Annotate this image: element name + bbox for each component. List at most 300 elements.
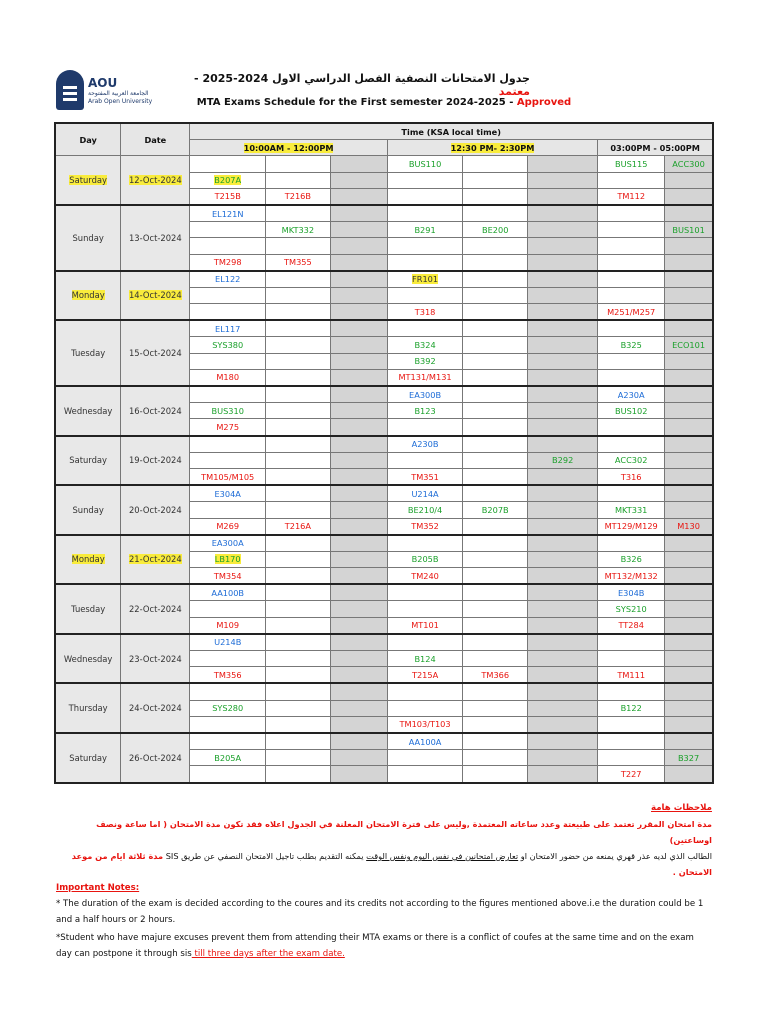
course-code: B291	[414, 224, 436, 235]
course-cell	[528, 584, 598, 601]
course-cell	[598, 568, 665, 585]
course-cell	[463, 750, 528, 766]
day-label: Saturday	[69, 455, 108, 466]
course-cell	[190, 733, 266, 750]
course-code: B122	[620, 703, 642, 714]
course-code: M130	[677, 521, 700, 532]
course-cell	[190, 617, 266, 634]
course-cell	[463, 320, 528, 337]
course-cell	[665, 419, 713, 436]
course-cell	[598, 386, 665, 403]
course-code: MT129/M129	[604, 521, 658, 532]
course-code: TM354	[213, 570, 242, 581]
course-code: BUS115	[614, 158, 648, 169]
course-code: EL122	[215, 274, 241, 285]
course-cell	[330, 551, 387, 567]
course-cell	[665, 502, 713, 518]
course-cell	[528, 683, 598, 700]
course-cell	[598, 369, 665, 386]
course-cell	[665, 651, 713, 667]
course-cell	[528, 700, 598, 716]
course-cell	[190, 766, 266, 783]
course-cell	[266, 172, 331, 188]
course-code: B124	[414, 653, 436, 664]
date-label: 21-Oct-2024	[128, 554, 182, 565]
course-code: TM298	[213, 257, 242, 268]
course-cell	[598, 337, 665, 353]
day-cell	[55, 535, 121, 585]
course-cell	[330, 700, 387, 716]
date-cell	[121, 205, 190, 271]
course-code: SYS210	[615, 604, 647, 615]
course-cell	[190, 700, 266, 716]
notes-arabic-heading: ملاحظات هامة	[651, 803, 712, 813]
course-cell	[598, 436, 665, 453]
course-cell	[190, 172, 266, 188]
course-cell	[528, 172, 598, 188]
course-cell	[330, 205, 387, 222]
day-label: Wednesday	[63, 653, 113, 664]
course-cell	[598, 238, 665, 254]
course-cell	[463, 222, 528, 238]
course-cell	[387, 468, 463, 485]
course-cell	[463, 502, 528, 518]
course-cell	[528, 667, 598, 684]
course-cell	[528, 156, 598, 172]
date-cell	[121, 320, 190, 386]
day-cell	[55, 584, 121, 634]
day-label: Sunday	[72, 232, 104, 243]
course-cell	[463, 386, 528, 403]
course-cell	[266, 601, 331, 617]
table-row	[55, 584, 713, 601]
course-code: B205A	[214, 752, 242, 763]
day-cell	[55, 485, 121, 535]
course-code: TM356	[213, 669, 242, 680]
course-cell	[463, 766, 528, 783]
date-cell	[121, 485, 190, 535]
course-cell	[330, 502, 387, 518]
course-code: M251/M257	[607, 306, 656, 317]
course-cell	[387, 568, 463, 585]
notes-arabic-line2d: مدة ثلاثة ايام من موعد الامتحان .	[71, 851, 712, 877]
course-cell	[387, 766, 463, 783]
course-cell	[528, 271, 598, 288]
course-cell	[598, 683, 665, 700]
course-code: M180	[216, 372, 240, 383]
course-cell	[665, 353, 713, 369]
course-code: B324	[414, 340, 436, 351]
course-cell	[598, 651, 665, 667]
date-cell	[121, 683, 190, 733]
course-cell	[330, 172, 387, 188]
day-label: Wednesday	[63, 405, 113, 416]
course-cell	[528, 518, 598, 535]
course-cell	[266, 188, 331, 205]
date-cell	[121, 386, 190, 436]
course-cell	[266, 700, 331, 716]
course-cell	[598, 287, 665, 303]
course-cell	[463, 733, 528, 750]
course-cell	[387, 172, 463, 188]
date-label: 22-Oct-2024	[128, 604, 182, 615]
day-cell	[55, 683, 121, 733]
course-code: A230A	[617, 389, 645, 400]
course-cell	[665, 617, 713, 634]
notes-arabic-line2a: الطالب الذي لديه عذر قهري يمنعه من حضور الامتحان او	[520, 851, 712, 861]
course-cell	[665, 188, 713, 205]
day-label: Thursday	[68, 703, 108, 714]
course-cell	[266, 634, 331, 651]
course-code: BUS101	[672, 224, 705, 235]
course-cell	[330, 222, 387, 238]
course-cell	[528, 485, 598, 502]
course-cell	[463, 584, 528, 601]
course-cell	[330, 337, 387, 353]
course-cell	[387, 584, 463, 601]
course-cell	[665, 750, 713, 766]
table-row	[55, 436, 713, 453]
logo-arabic-name: الجامعة العربية المفتوحة	[88, 90, 149, 97]
course-cell	[190, 287, 266, 303]
course-code: M269	[216, 521, 240, 532]
course-cell	[463, 337, 528, 353]
date-cell	[121, 584, 190, 634]
course-cell	[598, 205, 665, 222]
course-cell	[190, 156, 266, 172]
course-cell	[387, 369, 463, 386]
course-code: BUS110	[408, 158, 442, 169]
course-code: T216B	[284, 191, 311, 202]
course-code: B205B	[411, 554, 439, 565]
day-cell	[55, 634, 121, 684]
date-cell	[121, 271, 190, 321]
course-cell	[330, 518, 387, 535]
course-cell	[528, 320, 598, 337]
course-cell	[598, 468, 665, 485]
date-cell	[121, 535, 190, 585]
course-cell	[190, 683, 266, 700]
course-code: TM366	[481, 669, 510, 680]
course-code: TM352	[411, 521, 439, 532]
table-row	[55, 535, 713, 552]
course-cell	[463, 205, 528, 222]
course-cell	[665, 156, 713, 172]
course-cell	[266, 271, 331, 288]
course-cell	[387, 683, 463, 700]
course-cell	[266, 733, 331, 750]
slot-3-label: 03:00PM - 05:00PM	[610, 142, 700, 153]
notes-arabic-line1: مدة امتحان المقرر تعتمد على طبيعتة وعدد ساعاته المعتمدة ,وليس على فترة الامتحان المعلنة في الجدول اعلاه فقد تكون مدة الامتحان ( اما ساعة ونصف اوساعتين)	[96, 819, 712, 845]
course-cell	[190, 320, 266, 337]
course-cell	[266, 750, 331, 766]
course-cell	[463, 369, 528, 386]
course-cell	[598, 452, 665, 468]
course-cell	[528, 750, 598, 766]
table-row	[55, 271, 713, 288]
course-cell	[528, 733, 598, 750]
course-cell	[330, 750, 387, 766]
title-english	[150, 97, 618, 108]
course-cell	[598, 304, 665, 321]
course-cell	[528, 502, 598, 518]
course-cell	[266, 485, 331, 502]
title-english-status: Approved	[516, 97, 572, 108]
course-cell	[528, 254, 598, 271]
course-cell	[266, 403, 331, 419]
date-label: 14-Oct-2024	[128, 290, 182, 301]
course-code: BE210/4	[407, 504, 443, 515]
day-cell	[55, 386, 121, 436]
course-cell	[330, 667, 387, 684]
date-label: 20-Oct-2024	[128, 504, 182, 515]
course-cell	[330, 254, 387, 271]
course-cell	[190, 386, 266, 403]
date-cell	[121, 634, 190, 684]
course-cell	[463, 271, 528, 288]
course-cell	[463, 485, 528, 502]
course-cell	[330, 304, 387, 321]
course-cell	[387, 337, 463, 353]
course-cell	[387, 222, 463, 238]
course-cell	[598, 700, 665, 716]
course-cell	[463, 172, 528, 188]
course-cell	[528, 617, 598, 634]
course-cell	[387, 419, 463, 436]
course-cell	[598, 254, 665, 271]
course-cell	[387, 535, 463, 552]
course-code: BUS102	[614, 405, 648, 416]
course-cell	[330, 733, 387, 750]
day-label: Sunday	[72, 504, 104, 515]
course-code: BE200	[482, 224, 509, 235]
course-cell	[330, 584, 387, 601]
course-cell	[330, 238, 387, 254]
course-cell	[330, 271, 387, 288]
course-cell	[528, 238, 598, 254]
course-cell	[266, 156, 331, 172]
course-cell	[387, 320, 463, 337]
course-cell	[463, 568, 528, 585]
notes-arabic-line2c: يمكنه التقديم بطلب تاجيل الامتحان النصفي عن طريق SIS	[165, 851, 364, 861]
header-slot-2	[387, 140, 598, 156]
course-cell	[387, 205, 463, 222]
course-code: E304B	[617, 587, 645, 598]
course-cell	[266, 766, 331, 783]
course-cell	[387, 403, 463, 419]
course-cell	[665, 271, 713, 288]
course-cell	[266, 222, 331, 238]
course-cell	[266, 205, 331, 222]
course-cell	[463, 601, 528, 617]
course-cell	[190, 502, 266, 518]
course-cell	[665, 337, 713, 353]
course-cell	[266, 617, 331, 634]
day-cell	[55, 205, 121, 271]
course-code: TT284	[618, 620, 644, 631]
course-cell	[463, 353, 528, 369]
course-cell	[665, 403, 713, 419]
course-cell	[190, 667, 266, 684]
course-cell	[266, 369, 331, 386]
course-code: T318	[414, 306, 436, 317]
course-cell	[330, 601, 387, 617]
course-cell	[665, 716, 713, 733]
course-cell	[266, 667, 331, 684]
course-code: U214A	[411, 488, 439, 499]
course-cell	[330, 419, 387, 436]
course-cell	[463, 651, 528, 667]
course-cell	[190, 584, 266, 601]
course-code: EA300A	[211, 538, 244, 549]
exam-schedule-table	[54, 122, 714, 784]
course-code: TM351	[411, 471, 439, 482]
course-cell	[665, 222, 713, 238]
notes-english-2	[56, 930, 712, 962]
table-row	[55, 733, 713, 750]
course-cell	[528, 551, 598, 567]
course-cell	[598, 353, 665, 369]
day-cell	[55, 733, 121, 783]
course-code: A230B	[411, 439, 439, 450]
course-cell	[190, 222, 266, 238]
title-english-text: MTA Exams Schedule for the First semester 2024-2025 -	[196, 97, 514, 108]
course-code: B207A	[214, 175, 242, 186]
course-cell	[387, 188, 463, 205]
aou-logo-icon	[56, 70, 84, 110]
course-cell	[266, 353, 331, 369]
course-code: AA100A	[408, 736, 442, 747]
course-code: T215A	[411, 669, 439, 680]
schedule-body	[55, 156, 713, 783]
course-code: ECO101	[672, 340, 706, 351]
date-label: 19-Oct-2024	[128, 455, 182, 466]
course-cell	[463, 716, 528, 733]
day-label: Monday	[71, 290, 105, 301]
course-cell	[665, 535, 713, 552]
date-label: 16-Oct-2024	[128, 405, 182, 416]
course-cell	[266, 651, 331, 667]
course-code: TM112	[617, 191, 646, 202]
course-cell	[665, 304, 713, 321]
title-arabic	[180, 72, 530, 98]
course-cell	[387, 238, 463, 254]
course-cell	[330, 156, 387, 172]
notes-english-1: * The duration of the exam is decided according to the coures and its credits not according to the figures mentioned above.i.e the duration could be 1 and a half hours or 2 hours.	[56, 899, 704, 925]
course-cell	[387, 601, 463, 617]
course-cell	[190, 518, 266, 535]
course-cell	[528, 436, 598, 453]
course-cell	[528, 766, 598, 783]
course-cell	[190, 238, 266, 254]
course-cell	[665, 436, 713, 453]
course-cell	[463, 700, 528, 716]
course-cell	[665, 172, 713, 188]
course-cell	[387, 733, 463, 750]
course-cell	[463, 238, 528, 254]
course-cell	[387, 254, 463, 271]
day-label: Monday	[71, 554, 105, 565]
course-code: E304A	[214, 488, 241, 499]
course-cell	[598, 222, 665, 238]
notes-english-heading: Important Notes:	[56, 883, 140, 893]
course-code: LB170	[214, 554, 241, 565]
course-cell	[665, 320, 713, 337]
course-cell	[528, 188, 598, 205]
course-cell	[387, 634, 463, 651]
header-slot-3	[598, 140, 713, 156]
course-cell	[463, 156, 528, 172]
table-row	[55, 683, 713, 700]
course-cell	[463, 403, 528, 419]
course-cell	[387, 452, 463, 468]
course-cell	[387, 287, 463, 303]
course-cell	[330, 617, 387, 634]
header-date: Date	[121, 123, 190, 156]
course-cell	[330, 436, 387, 453]
course-cell	[528, 651, 598, 667]
course-cell	[463, 634, 528, 651]
course-cell	[598, 188, 665, 205]
course-cell	[528, 287, 598, 303]
course-code: SYS280	[212, 703, 244, 714]
course-cell	[463, 304, 528, 321]
course-cell	[463, 667, 528, 684]
course-cell	[266, 254, 331, 271]
course-cell	[528, 386, 598, 403]
course-cell	[266, 568, 331, 585]
course-cell	[665, 634, 713, 651]
course-cell	[266, 551, 331, 567]
course-cell	[665, 485, 713, 502]
table-row	[55, 634, 713, 651]
table-row	[55, 205, 713, 222]
course-cell	[266, 502, 331, 518]
course-cell	[528, 403, 598, 419]
course-cell	[190, 568, 266, 585]
notes-english-2-text: *Student who have majure excuses prevent them from attending their MTA exams or there is a conflict of coufes at the same time and on the exam day can postpone it through sis	[56, 933, 694, 959]
course-cell	[528, 337, 598, 353]
course-cell	[463, 436, 528, 453]
course-cell	[528, 452, 598, 468]
course-cell	[330, 485, 387, 502]
course-code: SYS380	[212, 340, 244, 351]
course-cell	[266, 386, 331, 403]
course-cell	[266, 287, 331, 303]
course-cell	[330, 683, 387, 700]
course-cell	[330, 634, 387, 651]
course-cell	[190, 750, 266, 766]
date-label: 13-Oct-2024	[128, 232, 182, 243]
course-cell	[463, 518, 528, 535]
course-code: AA100B	[211, 587, 245, 598]
course-cell	[665, 518, 713, 535]
course-cell	[528, 535, 598, 552]
course-cell	[665, 667, 713, 684]
course-code: FR101	[412, 274, 439, 285]
course-code: TM103/T103	[399, 719, 451, 730]
header-time: Time (KSA local time)	[190, 123, 713, 140]
notes-section	[56, 800, 712, 962]
course-code: T316	[620, 471, 642, 482]
notes-english-2-tail: till three days after the exam date.	[191, 949, 345, 959]
course-cell	[190, 452, 266, 468]
course-cell	[387, 502, 463, 518]
day-label: Tuesday	[71, 604, 106, 615]
course-cell	[598, 518, 665, 535]
course-cell	[190, 716, 266, 733]
course-cell	[330, 568, 387, 585]
